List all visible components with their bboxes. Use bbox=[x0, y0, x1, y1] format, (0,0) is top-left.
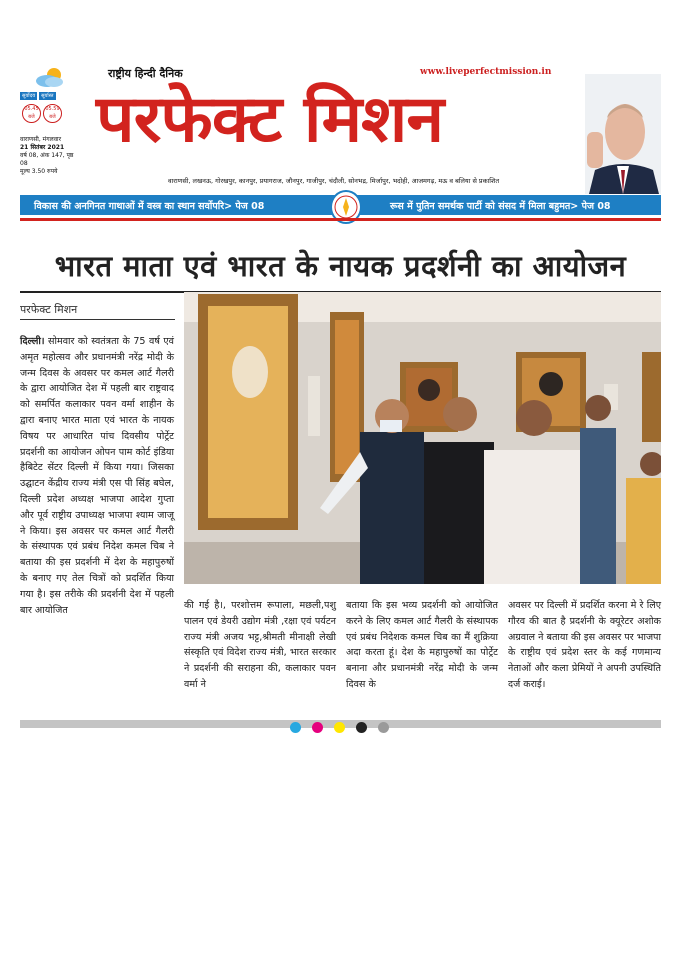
article-column-2: की गई है।, परशोत्तम रूपाला, मछली,पशु पालन एवं डेयरी उद्योग मंत्री ,रक्षा एवं पर्यटन राज्य मंत्री अजय भट्ट,श्रीमती मीनाक्षी लेखी संस्कृति एवं विदेश राज्य मंत्री, भारत सरकार ने प्रदर्शनी की सराहना की, कलाकार पवन वर्मा ने bbox=[184, 600, 336, 690]
newspaper-title: परफेक्ट मिशन bbox=[96, 82, 444, 158]
teaser-left[interactable]: विकास की अनगिनत गाथाओं में वस्त्र का स्थान सर्वोपरि> पेज 08 bbox=[34, 201, 265, 212]
sunset-unit: बजे bbox=[49, 114, 56, 120]
sunrise-circle bbox=[22, 104, 41, 123]
sunrise-time: 05.45 bbox=[24, 106, 39, 112]
masthead-rule bbox=[20, 218, 661, 221]
sunset-label: सूर्यास्त bbox=[41, 93, 54, 99]
registration-marks bbox=[290, 718, 400, 730]
byline-rule bbox=[20, 319, 175, 320]
weather-box bbox=[20, 62, 80, 202]
registration-dot-cyan bbox=[290, 722, 301, 733]
registration-dot-black bbox=[356, 722, 367, 733]
teaser-right[interactable]: रूस में पुतिन समर्थक पार्टी को संसद में मिला बहुमत> पेज 08 bbox=[390, 201, 611, 212]
article-column-4: अवसर पर दिल्ली में प्रदर्शित करना मे रे लिए गौरव की बात है प्रदर्शनी के क्यूरेटर अशोक अग्रवाल ने बताया की इस अवसर पर भाजपा के राष्ट्रीय एवं प्रदेश स्तर के कई गणमान्य नेताओं और कला प्रेमियों ने अपनी उपस्थिति दर्ज कराई। bbox=[508, 600, 661, 690]
article-dateline: दिल्ली। bbox=[20, 336, 45, 347]
website-url[interactable]: www.liveperfectmission.in bbox=[420, 67, 552, 77]
edition-place: वाराणसी, मंगलवार bbox=[20, 136, 62, 143]
masthead-portrait-photo bbox=[585, 74, 661, 194]
registration-dot-grey bbox=[378, 722, 389, 733]
article-column-3: बताया कि इस भव्य प्रदर्शनी को आयोजित करने के लिए कमल आर्ट गैलरी के संस्थापक एवं प्रबंध निदेशक कमल चिब का मैं शुक्रिया अदा करता हूं। देश के महापुरुषों का पोर्ट्रेट बनाना और प्रधानमंत्री नरेंद्र मोदी के जन्म दिवस के bbox=[346, 600, 498, 690]
sunrise-label: सूर्योदय bbox=[22, 93, 36, 99]
article-headline: भारत माता एवं भारत के नायक प्रदर्शनी का आयोजन bbox=[54, 249, 627, 283]
article-col1-text: सोमवार को स्वतंत्रता के 75 वर्ष एवं अमृत महोत्सव और प्रधानमंत्री नरेंद्र मोदी के जन्म दिवस के अवसर पर कमल आर्ट गैलरी के द्वारा आयोजित देश में पहली बार राष्ट्रवाद को समर्पित कलाकार पवन वर्मा शाहीन के द्वारा बनाए भारत माता एवं भारत के नायक विषय पर आधारित पांच दिवसीय पोर्ट्रेट प्रदर्शनी का आयोजन ओपन पाम कोर्ट इंडिया हैबिटेट सेंटर दिल्ली में किया गया। जिसका उद्घाटन केंद्रीय राज्य मंत्री एस पी सिंह बघेल, दिल्ली प्रदेश अध्यक्ष भाजपा आदेश गुप्ता और पूर्व राष्ट्रीय उपाध्यक्ष भाजपा श्याम जाजू ने किया। इस अवसर पर कमल आर्ट गैलरी के संस्थापक एवं प्रबंध निदेश कमल चिब ने बताया की इस प्रदर्शनी में देश के महापुरुषों के बनाए गए तेल चित्रों को प्रदर्शित किया गया है। इस तरीके की प्रदर्शनी देश में पहली बार आयोजित bbox=[20, 336, 174, 616]
publication-cities: वाराणसी, लखनऊ, गोरखपुर, कानपुर, प्रयागराज, जौनपुर, गाजीपुर, चंदौली, सोनभद्र, मिर्जापुर, भदोही, आजमगढ़, मऊ व बलिया से प्रकाशित bbox=[168, 177, 500, 185]
sunset-time: 05.59 bbox=[45, 106, 60, 112]
edition-date: 21 सितंबर 2021 bbox=[20, 144, 65, 151]
edition-price: मूल्य 3.50 रुपये bbox=[20, 168, 58, 175]
sunrise-unit: बजे bbox=[28, 114, 35, 120]
sunset-circle bbox=[43, 104, 62, 123]
registration-dot-yellow bbox=[334, 722, 345, 733]
article-column-1 bbox=[20, 334, 174, 618]
edition-issue: वर्ष 08, अंक 147, पृष्ठ 08 bbox=[20, 152, 74, 167]
article-byline: परफेक्ट मिशन bbox=[20, 303, 78, 316]
masthead-tagline: राष्ट्रीय हिन्दी दैनिक bbox=[108, 67, 183, 80]
exhibition-photo bbox=[184, 292, 661, 584]
weather-cloud-icon bbox=[34, 66, 66, 88]
registration-dot-magenta bbox=[312, 722, 323, 733]
